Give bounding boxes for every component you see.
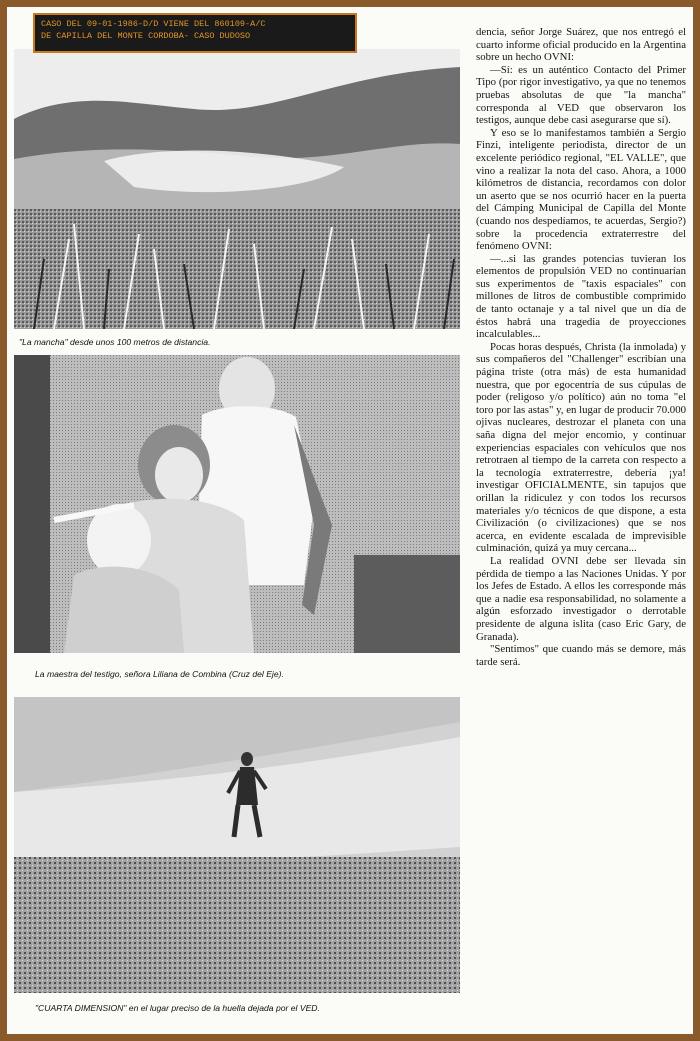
photo-2-caption: La maestra del testigo, señora Liliana de Combina (Cruz del Eje). bbox=[35, 669, 284, 679]
document-page bbox=[7, 7, 693, 1034]
case-stamp bbox=[33, 13, 357, 53]
photo-landscape-mancha bbox=[14, 49, 460, 329]
photo-teacher-portrait bbox=[14, 355, 460, 653]
article-paragraph: —...si las grandes potencias tuvieran los elementos de propulsión VED no continuarían sus experimentos de "taxis espaciales" con millones de litros de combustible comprimido de tanto octanaje y a tal nivel que un día de éstos habrá una tragedia de proyecciones incalculables... bbox=[476, 252, 686, 341]
case-stamp-line-1: CASO DEL 09-01-1986-D/D VIENE DEL 860109-A/C bbox=[41, 19, 266, 29]
case-stamp-line-2: DE CAPILLA DEL MONTE CORDOBA- CASO DUDOSO bbox=[41, 31, 251, 41]
photo-fourth-dimension-site bbox=[14, 697, 460, 993]
article-paragraph: "Sentimos" que cuando más se demore, más tarde será. bbox=[476, 643, 686, 668]
photo-3-caption: "CUARTA DIMENSION" en el lugar preciso de la huella dejada por el VED. bbox=[35, 1003, 320, 1013]
article-column bbox=[476, 26, 686, 668]
article-paragraph: dencia, señor Jorge Suárez, que nos entregó el cuarto informe oficial producido en la Argentina sobre un hecho OVNI: bbox=[476, 26, 686, 64]
article-paragraph: —Sí: es un auténtico Contacto del Primer Tipo (por rigor investigativo, ya que no tenemos pruebas absolutas de que "la mancha" corresponda al VED que observaron los testigos, aunque debe casi asegurarse que sí). bbox=[476, 63, 686, 127]
article-paragraph: Y eso se lo manifestamos también a Sergio Finzi, inteligente periodista, director de un excelente periódico regional, "EL VALLE", que vino a realizar la nota del caso. Ahora, a 1000 kilómetros de distancia, recordamos con dolor un aserto que se nos ocurrió hacer en la puerta del Cámping Municipal de Capilla del Monte (cuando nos despedíamos, te acuerdas, Sergio?) sobre la procedencia extraterrestre del fenómeno OVNI: bbox=[476, 126, 686, 253]
photo-1-caption: "La mancha" desde unos 100 metros de distancia. bbox=[19, 337, 211, 347]
article-paragraph: Pocas horas después, Christa (la inmolada) y sus compañeros del "Challenger" escribían una página triste (otra más) de esta humanidad nuestra, que por egocentría de sus cúpulas de poder (religoso y/o político) aún no toma "el toro por las astas" y, en lugar de producir 70.000 ojivas nucleares, destrozar el planeta con una saña digna del mejor encomio, y continuar experiencias espaciales con vehículos que nos retrotraen al tiempo de la carreta con respecto a la tecnología extraterrestre, debería ¡ya! investigar OFICIALMENTE, sin tapujos que orillan la ridiculez y con todos los recursos materiales y/o técnicos de que dispone, a esta Civilización (o civilizaciones) que se nos acerca, en evidente escalada de imprevisible culminación, quizá ya muy cercana... bbox=[476, 340, 686, 555]
article-paragraph: La realidad OVNI debe ser llevada sin pérdida de tiempo a las Naciones Unidas. Y por los Jefes de Estado. A ellos les corresponde más que a nadie esa responsabilidad, no solamente a algún esforzado investigador o derrotable presidente de alguna islita (caso Eric Gary, de Granada). bbox=[476, 554, 686, 643]
